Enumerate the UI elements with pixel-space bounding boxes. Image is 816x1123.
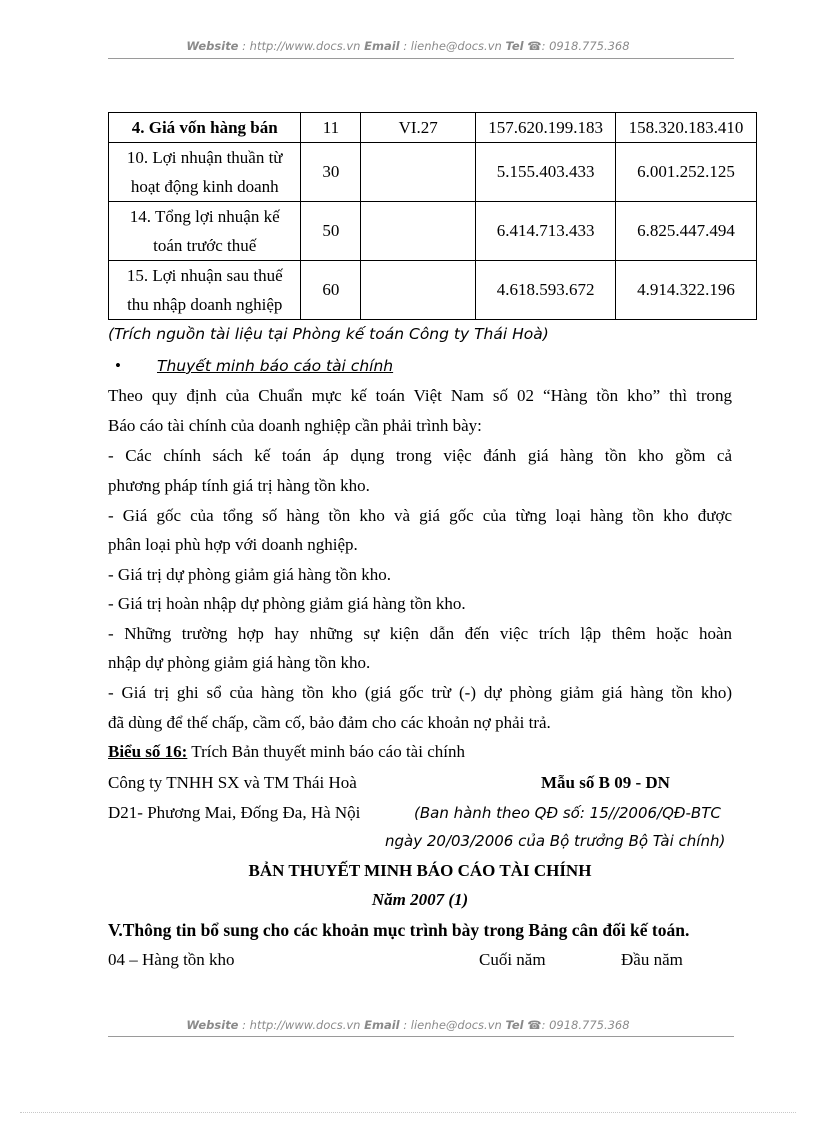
website-label: Website [186, 39, 239, 53]
row-label-line1: 14. Tổng lợi nhuận kế [129, 207, 280, 226]
tel-label: Tel [505, 1018, 524, 1032]
row-code: 30 [301, 143, 361, 202]
list-item: - Giá trị hoàn nhập dự phòng giảm giá hàng tồn kho. [108, 594, 466, 613]
list-item: - Giá trị dự phòng giảm giá hàng tồn kho. [108, 565, 392, 584]
exhibit-caption [108, 742, 465, 762]
row-code: 11 [301, 113, 361, 143]
row-label-line2: thu nhập doanh nghiệp [127, 295, 283, 314]
row-current: 4.618.593.672 [476, 261, 616, 320]
col-begin-year: Đầu năm [621, 950, 683, 969]
row-label [109, 143, 301, 202]
list-item-cont: nhập dự phòng giảm giá hàng tồn kho. [108, 653, 371, 672]
document-year: Năm 2007 (1) [371, 890, 469, 909]
row-current: 157.620.199.183 [476, 113, 616, 143]
row-note [361, 143, 476, 202]
row-previous: 158.320.183.410 [616, 113, 757, 143]
row-current: 5.155.403.433 [476, 143, 616, 202]
table-row [109, 143, 757, 202]
bullet-marker: • [115, 356, 121, 375]
list-item-cont: đã dùng để thế chấp, cầm cố, bảo đảm cho các khoản nợ phải trả. [108, 713, 551, 732]
section-v-heading: V.Thông tin bổ sung cho các khoản mục trình bày trong Bảng cân đối kế toán. [108, 920, 690, 940]
website-url[interactable]: : http://www.docs.vn [242, 39, 361, 53]
page-footer [0, 1018, 816, 1032]
list-item: - Giá gốc của tổng số hàng tồn kho và giá gốc của từng loại hàng tồn kho được [108, 506, 732, 525]
list-item: - Giá trị ghi sổ của hàng tồn kho (giá gốc trừ (-) dự phòng giảm giá hàng tồn kho) [108, 683, 732, 702]
row-current: 6.414.713.433 [476, 202, 616, 261]
table-row [109, 202, 757, 261]
form-code: Mẫu số B 09 - DN [541, 773, 670, 792]
email-label: Email [364, 39, 400, 53]
source-note: (Trích nguồn tài liệu tại Phòng kế toán Công ty Thái Hoà) [108, 325, 549, 343]
tel-label: Tel [505, 39, 524, 53]
row-label [109, 261, 301, 320]
row-label [109, 202, 301, 261]
table-row [109, 113, 757, 143]
page-header [0, 39, 816, 53]
page-edge-divider [20, 1112, 796, 1113]
row-label-line2: toán trước thuế [153, 236, 257, 255]
tel-value: : 0918.775.368 [541, 1018, 630, 1032]
footer-rule [108, 1036, 734, 1037]
paragraph-line: Báo cáo tài chính của doanh nghiệp cần phải trình bày: [108, 416, 482, 435]
row-label-line1: 10. Lợi nhuận thuần từ [126, 148, 283, 167]
row-label-line1: 15. Lợi nhuận sau thuế [126, 266, 283, 285]
tel-value: : 0918.775.368 [541, 39, 630, 53]
email-value[interactable]: : lienhe@docs.vn [403, 39, 502, 53]
phone-icon: ☎ [527, 39, 542, 53]
email-label: Email [364, 1018, 400, 1032]
table-row [109, 261, 757, 320]
company-name: Công ty TNHH SX và TM Thái Hoà [108, 773, 357, 792]
list-item: - Các chính sách kế toán áp dụng trong việc đánh giá hàng tồn kho gồm cả [108, 446, 732, 465]
exhibit-label: Biểu số 16: [108, 742, 188, 761]
row-note: VI.27 [361, 113, 476, 143]
income-statement-table [108, 112, 757, 320]
decision-line2: ngày 20/03/2006 của Bộ trưởng Bộ Tài chính) [385, 832, 726, 850]
list-item-cont: phân loại phù hợp với doanh nghiệp. [108, 535, 358, 554]
row-previous: 6.001.252.125 [616, 143, 757, 202]
row-label-line2: hoạt động kinh doanh [130, 177, 279, 196]
row-label: 4. Giá vốn hàng bán [109, 113, 301, 143]
website-url[interactable]: : http://www.docs.vn [242, 1018, 361, 1032]
paragraph-line: Theo quy định của Chuẩn mực kế toán Việt Nam số 02 “Hàng tồn kho” thì trong [108, 386, 732, 405]
row-code: 60 [301, 261, 361, 320]
header-rule [108, 58, 734, 59]
row-previous: 4.914.322.196 [616, 261, 757, 320]
company-address: D21- Phương Mai, Đống Đa, Hà Nội [108, 803, 361, 822]
list-item-cont: phương pháp tính giá trị hàng tồn kho. [108, 476, 370, 495]
inventory-label: 04 – Hàng tồn kho [108, 950, 235, 969]
row-note [361, 202, 476, 261]
row-previous: 6.825.447.494 [616, 202, 757, 261]
exhibit-title: Trích Bản thuyết minh báo cáo tài chính [187, 742, 465, 761]
col-end-year: Cuối năm [479, 950, 546, 969]
phone-icon: ☎ [527, 1018, 542, 1032]
section-heading: Thuyết minh báo cáo tài chính [157, 357, 394, 375]
email-value[interactable]: : lienhe@docs.vn [403, 1018, 502, 1032]
row-note [361, 261, 476, 320]
row-code: 50 [301, 202, 361, 261]
decision-line1: (Ban hành theo QĐ số: 15//2006/QĐ-BTC [414, 804, 721, 822]
list-item: - Những trường hợp hay những sự kiện dẫn đến việc trích lập thêm hoặc hoàn [108, 624, 732, 643]
website-label: Website [186, 1018, 239, 1032]
document-title: BẢN THUYẾT MINH BÁO CÁO TÀI CHÍNH [248, 861, 592, 880]
